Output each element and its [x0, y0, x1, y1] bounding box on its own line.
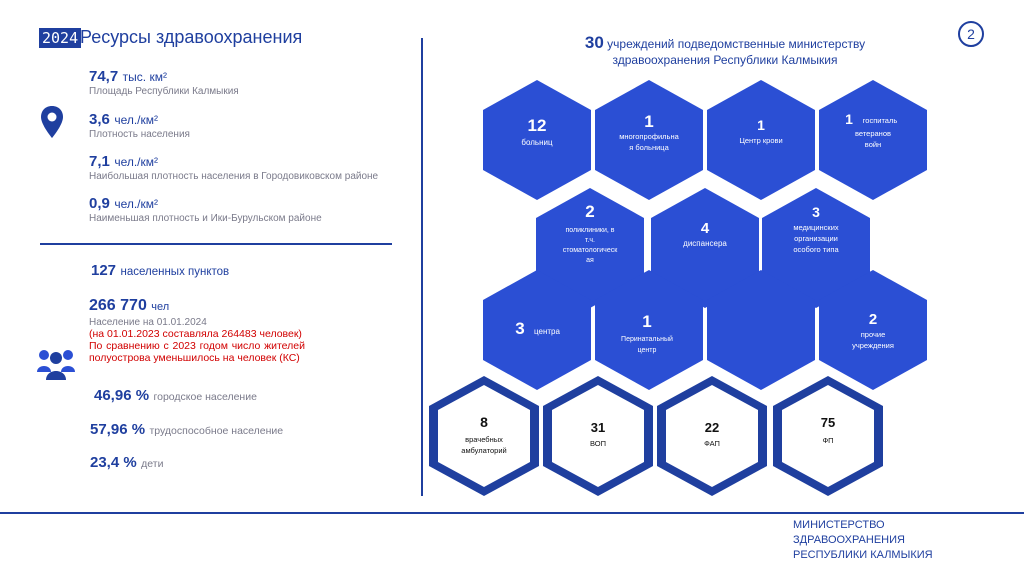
hex-fp	[773, 376, 883, 496]
hex-label: войн	[864, 140, 882, 149]
hex-label: врачебных	[465, 435, 503, 444]
year-badge: 2024	[39, 28, 81, 48]
hex-label: диспансера	[683, 239, 727, 248]
stat-min-density	[89, 195, 322, 224]
share-value: 46,96 %	[94, 387, 150, 404]
hex-label: центра	[534, 327, 560, 336]
stat-label: Наибольшая плотность населения в Городовиковском районе	[89, 171, 379, 182]
hex-label: поликлиники, в	[565, 227, 615, 234]
share-working	[90, 421, 283, 439]
share-value: 57,96 %	[90, 421, 146, 438]
stat-label: Плотность населения	[89, 129, 190, 140]
hex-veterans	[819, 80, 927, 200]
hex-number: 3	[812, 204, 820, 220]
divider	[40, 243, 392, 245]
stat-label: Площадь Республики Калмыкия	[89, 86, 239, 97]
hex-hospitals	[483, 80, 591, 200]
hex-number: 2	[585, 202, 595, 221]
stat-value: 0,9	[89, 195, 110, 212]
institutions-text-2: здравоохранения Республики Калмыкия	[612, 53, 838, 67]
share-label: дети	[141, 458, 164, 470]
stat-value: 74,7	[89, 68, 119, 85]
people-group-icon	[36, 346, 76, 387]
population-value: 266 770	[89, 297, 147, 314]
population-change-note: По сравнению с 2023 годом число жителей полуострова уменьшилось на человек (КС)	[89, 340, 305, 364]
share-children	[90, 454, 163, 472]
hex-label: ФАП	[704, 439, 720, 448]
share-value: 23,4 %	[90, 454, 137, 471]
hex-label: стоматологическ	[562, 247, 618, 254]
page-title: Ресурсы здравоохранения	[80, 27, 303, 47]
footer-line: ЗДРАВООХРАНЕНИЯ	[793, 534, 905, 546]
hex-label: прочие	[860, 330, 886, 339]
hex-label: ветеранов	[855, 129, 891, 138]
share-urban	[94, 387, 257, 405]
stat-area	[89, 68, 239, 97]
settlements	[91, 262, 229, 280]
settlements-label: населенных пунктов	[120, 266, 230, 278]
page-number: 2	[958, 21, 984, 47]
hex-label: ая	[586, 257, 594, 264]
hex-fap	[657, 376, 767, 496]
settlements-value: 127	[91, 262, 117, 279]
hex-blood-center	[707, 80, 815, 200]
stat-unit: чел./км²	[114, 197, 159, 211]
hex-label: ФП	[822, 436, 834, 445]
hex-label: учреждения	[852, 341, 894, 350]
hex-label: многопрофильна	[619, 132, 679, 141]
share-label: трудоспособное население	[149, 425, 284, 437]
institutions-header	[560, 33, 890, 67]
stat-unit: чел./км²	[114, 113, 159, 127]
hex-label: особого типа	[793, 245, 839, 254]
stat-label: Наименьшая плотность и Ики-Бурульском районе	[89, 213, 322, 224]
hex-vop	[543, 376, 653, 496]
share-label: городское население	[153, 391, 257, 403]
hex-label: организации	[794, 234, 838, 243]
hex-number: 1	[757, 117, 765, 133]
population-note: (на 01.01.2023 составляла 264483 человек)	[89, 328, 302, 340]
hex-label: амбулаторий	[461, 446, 507, 455]
footer-ministry	[793, 518, 933, 563]
hex-number: 75	[820, 415, 836, 430]
hex-label: я больница	[629, 143, 669, 152]
hex-label: т.ч.	[585, 237, 595, 244]
hex-number: 8	[480, 414, 488, 430]
hex-number: 3	[515, 319, 525, 338]
hex-ambulatory	[429, 376, 539, 496]
footer-line: РЕСПУБЛИКИ КАЛМЫКИЯ	[793, 549, 933, 561]
stat-max-density	[89, 153, 378, 182]
bottom-rule	[0, 512, 1024, 514]
population-label: Население на 01.01.2024	[89, 317, 207, 328]
hex-label: госпиталь	[862, 116, 898, 125]
hex-number: 1	[644, 112, 654, 131]
hex-number: 4	[700, 220, 710, 237]
hex-label: центр	[637, 347, 657, 354]
hexagon-grid	[420, 70, 898, 510]
institutions-text: учреждений подведомственные министерству	[607, 37, 866, 51]
hex-number: 1	[642, 312, 652, 331]
hex-number: 2	[868, 311, 878, 328]
hex-multiprofile	[595, 80, 703, 200]
hex-number: 31	[590, 420, 606, 435]
stat-value: 3,6	[89, 111, 110, 128]
footer-line: МИНИСТЕРСТВО	[793, 519, 885, 531]
stat-unit: чел./км²	[114, 155, 159, 169]
population	[89, 297, 389, 364]
institutions-count: 30	[584, 33, 604, 52]
population-unit: чел	[151, 301, 170, 313]
map-pin-icon	[40, 105, 64, 144]
hex-number: 1	[845, 111, 853, 127]
stat-unit: тыс. км²	[122, 70, 167, 84]
hex-label: Перинатальный	[621, 336, 673, 343]
hex-label: медицинских	[793, 223, 839, 232]
hex-label: Центр крови	[739, 136, 783, 145]
hex-number: 22	[704, 420, 720, 435]
stat-density	[89, 111, 190, 140]
stat-value: 7,1	[89, 153, 110, 170]
hex-label: ВОП	[590, 439, 606, 448]
hex-label: больниц	[521, 138, 553, 147]
hex-number: 12	[527, 116, 547, 135]
